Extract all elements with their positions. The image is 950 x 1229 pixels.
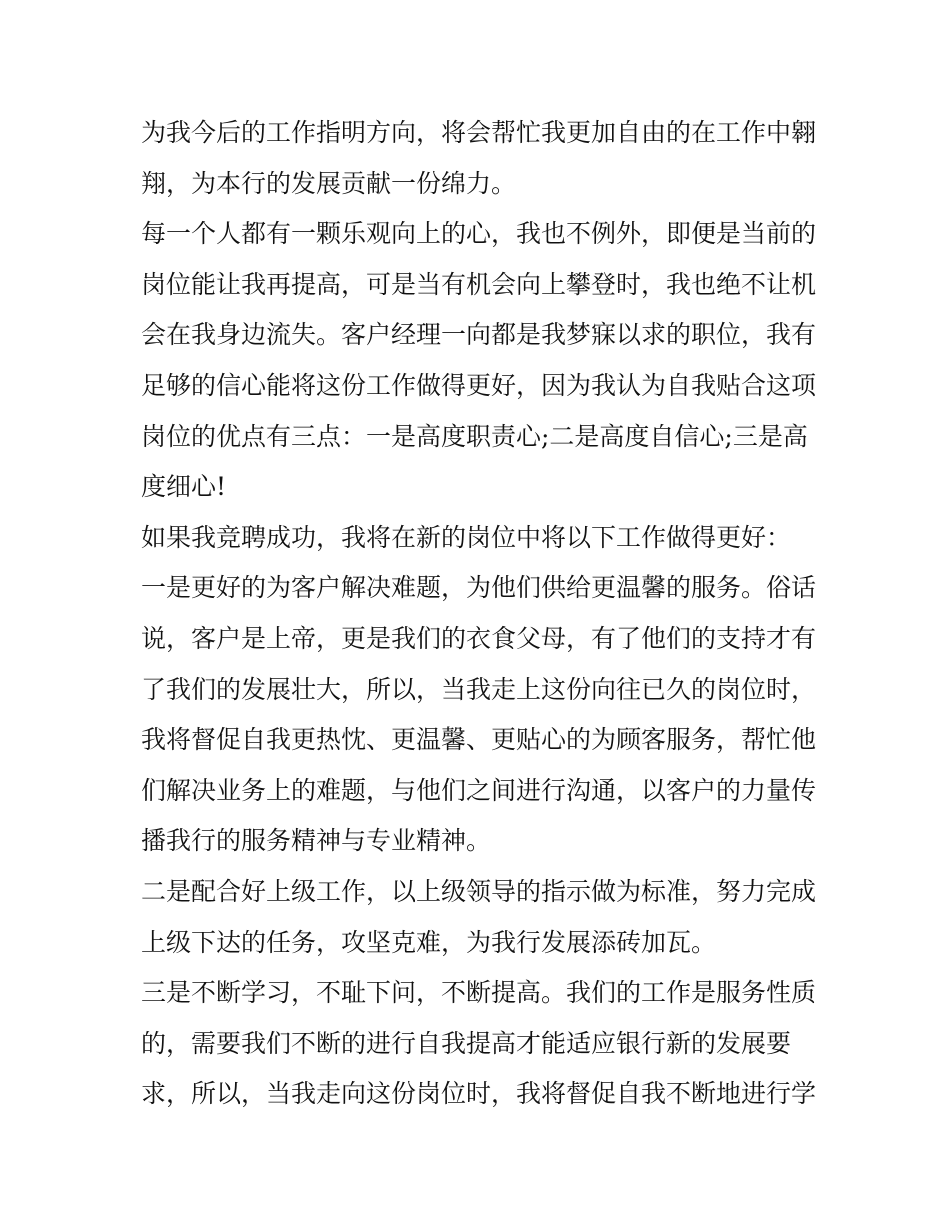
paragraph-4-line-5: 们解决业务上的难题，与他们之间进行沟通，以客户的力量传: [141, 775, 817, 805]
paragraph-2-line-1: 每一个人都有一颗乐观向上的心，我也不例外，即便是当前的: [141, 219, 817, 249]
paragraph-5-line-2: 上级下达的任务，攻坚克难，为我行发展添砖加瓦。: [141, 927, 717, 957]
paragraph-4-line-3: 了我们的发展壮大，所以，当我走上这份向往已久的岗位时，: [141, 674, 817, 704]
paragraph-2-line-5: 岗位的优点有三点：一是高度职责心;二是高度自信心;三是高: [141, 421, 808, 451]
paragraph-4-line-2: 说，客户是上帝，更是我们的衣食父母，有了他们的支持才有: [141, 623, 817, 653]
paragraph-6-line-1: 三是不断学习，不耻下问，不断提高。我们的工作是服务性质: [141, 978, 817, 1008]
paragraph-6-line-3: 求，所以，当我走向这份岗位时，我将督促自我不断地进行学: [141, 1079, 817, 1109]
paragraph-3-line-1: 如果我竞聘成功，我将在新的岗位中将以下工作做得更好：: [141, 522, 792, 552]
paragraph-4-line-4: 我将督促自我更热忱、更温馨、更贴心的为顾客服务，帮忙他: [141, 725, 817, 755]
paragraph-1-line-1: 为我今后的工作指明方向，将会帮忙我更加自由的在工作中翱: [141, 118, 817, 147]
document-body: [141, 108, 821, 1120]
paragraph-4-line-1: 一是更好的为客户解决难题，为他们供给更温馨的服务。俗话: [141, 573, 817, 603]
paragraph-5-line-1: 二是配合好上级工作，以上级领导的指示做为标准，努力完成: [141, 876, 817, 906]
paragraph-2-line-3: 会在我身边流失。客户经理一向都是我梦寐以求的职位，我有: [141, 320, 817, 350]
paragraph-1-line-2: 翔，为本行的发展贡献一份绵力。: [141, 168, 517, 198]
paragraph-2-line-6: 度细心!: [141, 472, 227, 502]
paragraph-4-line-6: 播我行的服务精神与专业精神。: [141, 826, 492, 856]
paragraph-2-line-4: 足够的信心能将这份工作做得更好，因为我认为自我贴合这项: [141, 370, 817, 400]
paragraph-6-line-2: 的，需要我们不断的进行自我提高才能适应银行新的发展要: [141, 1028, 792, 1058]
paragraph-2-line-2: 岗位能让我再提高，可是当有机会向上攀登时，我也绝不让机: [141, 269, 817, 299]
